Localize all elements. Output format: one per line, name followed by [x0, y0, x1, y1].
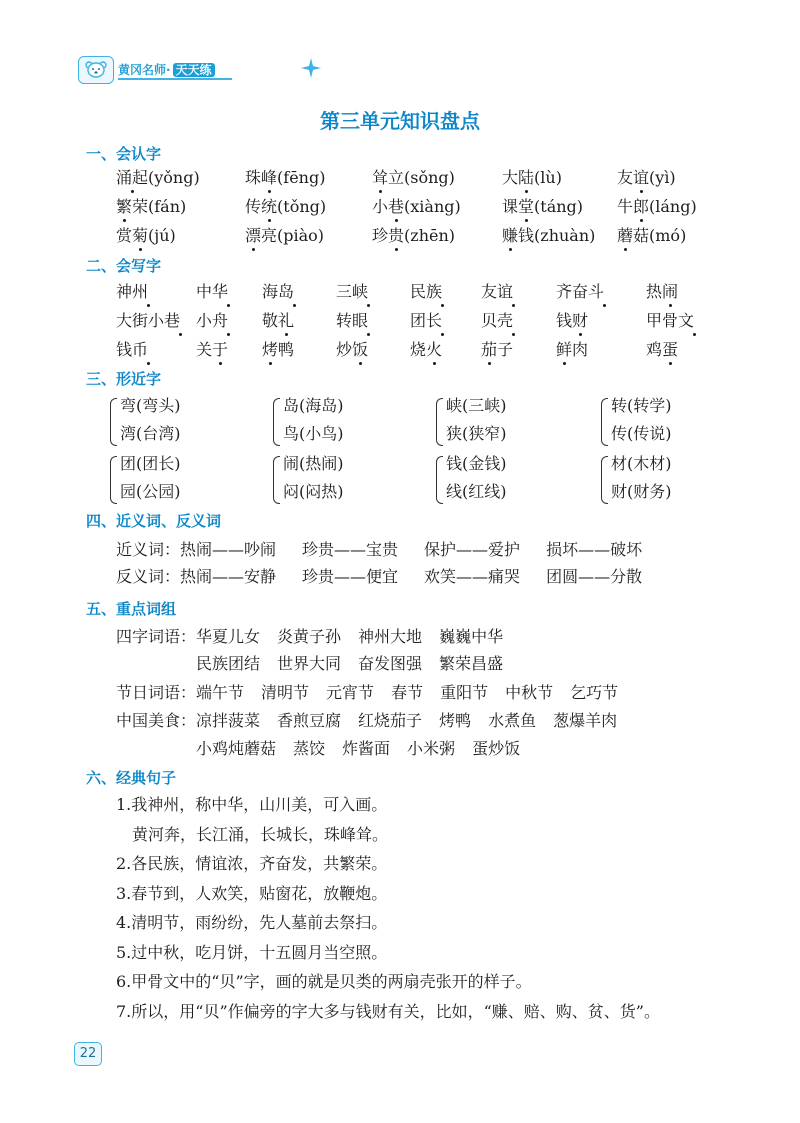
similar-char: 湾(台湾) — [120, 424, 181, 443]
recognize-word — [245, 168, 325, 188]
write-word — [556, 282, 604, 302]
word-text: 鸭 — [278, 340, 295, 359]
dotted-char: 统 — [261, 197, 278, 216]
antonym-pair: 欢笑——痛哭 — [424, 567, 521, 586]
similar-char: 材(木材) — [611, 454, 672, 473]
brand-subtitle: 天天练 — [173, 63, 215, 77]
recognize-word — [372, 168, 455, 188]
similar-char: 钱(金钱) — [446, 454, 507, 473]
phrase-item: 香煎豆腐 — [277, 711, 342, 730]
word-text: (tǒng) — [277, 197, 327, 216]
antonym-pair: 团圆——分散 — [546, 567, 643, 586]
page-title: 第三单元知识盘点 — [320, 109, 480, 133]
brace-bracket — [436, 398, 443, 446]
word-text: 钱币 — [116, 340, 149, 359]
similar-char: 园(公园) — [120, 482, 181, 501]
word-text: 烧 — [410, 340, 427, 359]
word-text: 小舟 — [196, 311, 229, 330]
dotted-char: 于 — [212, 340, 229, 359]
word-text: (zhēn) — [404, 226, 456, 245]
dotted-char: 郎 — [633, 197, 650, 216]
word-text: 关 — [196, 340, 213, 359]
dotted-char: 巷 — [388, 197, 405, 216]
write-word — [556, 311, 588, 331]
sentence-line: 4.清明节，雨纷纷，先人墓前去祭扫。 — [116, 913, 388, 932]
dotted-char: 谊 — [633, 168, 650, 187]
word-text: (fēng) — [277, 168, 326, 187]
page-number: 22 — [74, 1042, 102, 1066]
write-word — [196, 340, 228, 360]
phrase-item: 蒸饺 — [293, 739, 326, 758]
word-text: 牛 — [617, 197, 634, 216]
word-text: (táng) — [534, 197, 584, 216]
word-text: 海岛 — [262, 282, 295, 301]
word-text: 中华 — [196, 282, 229, 301]
word-text: 友谊 — [481, 282, 514, 301]
dotted-char: 财 — [572, 311, 589, 330]
phrase-item: 中秋节 — [505, 683, 554, 702]
similar-char: 团(团长) — [120, 454, 181, 473]
phrase-item: 巍巍中华 — [439, 627, 504, 646]
word-text: 珠 — [245, 168, 262, 187]
word-text: 齐奋斗 — [556, 282, 605, 301]
dotted-char: 饭 — [352, 340, 369, 359]
similar-char: 线(红线) — [446, 482, 507, 501]
phrase-item: 葱爆羊肉 — [553, 711, 618, 730]
similar-char: 鸟(小鸟) — [283, 424, 344, 443]
word-text: 鸡 — [646, 340, 663, 359]
dotted-char: 堂 — [518, 197, 535, 216]
antonym-row — [116, 566, 642, 588]
sentence-line: 2.各民族，情谊浓，齐奋发，共繁荣。 — [116, 854, 388, 873]
phrase-item: 神州大地 — [358, 627, 423, 646]
word-text: 荣(fán) — [132, 197, 187, 216]
phrase-item: 奋发图强 — [358, 654, 423, 673]
synonym-pair: 保护——爱护 — [424, 540, 521, 559]
section-heading-recognize: 一、会认字 — [86, 145, 162, 163]
word-text: 珍 — [372, 226, 389, 245]
write-word — [116, 340, 148, 360]
phrase-item: 水煮鱼 — [488, 711, 537, 730]
antonym-pair: 珍贵——便宜 — [302, 567, 399, 586]
word-text: 贝壳 — [481, 311, 514, 330]
dotted-char: 茄 — [481, 340, 498, 359]
sentence-line: 3.春节到，人欢笑，贴窗花，放鞭炮。 — [116, 883, 388, 903]
write-word — [116, 311, 180, 331]
phrase-label: 四字词语： — [116, 627, 197, 646]
phrase-row-four-2 — [196, 653, 503, 675]
word-text: (jú) — [148, 226, 176, 245]
phrase-item: 凉拌菠菜 — [196, 711, 261, 730]
phrase-label: 中国美食： — [116, 711, 197, 730]
write-word — [196, 282, 228, 302]
write-word — [646, 340, 678, 360]
recognize-word — [116, 197, 186, 217]
recognize-word — [502, 226, 595, 246]
write-word — [646, 282, 678, 302]
similar-char: 闷(闷热) — [283, 482, 344, 501]
write-word — [410, 282, 442, 302]
write-word — [196, 311, 228, 331]
recognize-word — [372, 226, 455, 246]
phrase-item: 春节 — [391, 683, 424, 702]
word-text: 亮(piào) — [261, 226, 325, 245]
word-text: 团长 — [410, 311, 443, 330]
section-heading-similar: 三、形近字 — [86, 370, 162, 388]
word-text: (lù) — [534, 168, 562, 187]
phrase-row-food-1 — [116, 710, 617, 732]
sentence-line: 6.甲骨文中的“贝”字，画的就是贝类的两扇壳张开的样子。 — [116, 972, 532, 991]
bear-icon — [78, 56, 114, 84]
phrase-item: 世界大同 — [277, 654, 342, 673]
synonym-pair: 热闹——吵闹 — [180, 540, 277, 559]
phrase-item: 华夏儿女 — [196, 627, 261, 646]
write-word — [410, 311, 442, 331]
word-text: 钱(zhuàn) — [518, 226, 596, 245]
word-text: 课 — [502, 197, 519, 216]
similar-char: 财(财务) — [611, 482, 672, 501]
word-text: (yì) — [649, 168, 676, 187]
phrase-item: 繁荣昌盛 — [439, 654, 504, 673]
write-word — [481, 311, 513, 331]
sentence-line: 黄河奔，长江涌，长城长，珠峰耸。 — [132, 824, 389, 844]
antonym-pair: 热闹——安静 — [180, 567, 277, 586]
recognize-word — [116, 226, 176, 246]
write-word — [336, 282, 368, 302]
word-text: 传 — [245, 197, 262, 216]
sentence-line: 5.过中秋，吃月饼，十五圆月当空照。 — [116, 942, 388, 962]
synonym-label: 近义词： — [116, 540, 181, 559]
section-heading-phrases: 五、重点词组 — [86, 600, 177, 618]
phrase-item: 清明节 — [261, 683, 310, 702]
brace-bracket — [273, 456, 280, 504]
recognize-word — [372, 197, 461, 217]
dotted-char: 火 — [426, 340, 443, 359]
dotted-char: 烤 — [262, 340, 279, 359]
word-text: 起(yǒng) — [132, 168, 200, 187]
brand-name: 黄冈名师 — [118, 63, 167, 77]
sparkle-icon — [300, 57, 322, 79]
word-text: 立(sǒng) — [388, 168, 455, 187]
dotted-char: 礼 — [278, 311, 295, 330]
synonym-row — [116, 539, 642, 561]
dotted-char: 闹 — [662, 282, 679, 301]
phrase-item: 元宵节 — [326, 683, 375, 702]
write-word — [116, 282, 148, 302]
write-word — [336, 311, 368, 331]
dotted-char: 峰 — [261, 168, 278, 187]
word-text: 钱 — [556, 311, 573, 330]
dotted-char: 漂 — [245, 226, 262, 245]
recognize-word — [245, 226, 324, 246]
recognize-word — [617, 226, 686, 246]
brace-bracket — [436, 456, 443, 504]
write-word — [646, 311, 694, 331]
word-text: 赏 — [116, 226, 133, 245]
section-heading-write: 二、会写字 — [86, 257, 162, 275]
phrase-row-festival — [116, 682, 618, 704]
dotted-char: 鲜 — [556, 340, 573, 359]
dotted-char: 陆 — [518, 168, 535, 187]
write-word — [262, 340, 294, 360]
similar-char: 狭(狭窄) — [446, 424, 507, 443]
phrase-item: 炸酱面 — [342, 739, 391, 758]
similar-char: 峡(三峡) — [446, 396, 507, 415]
synonym-pair: 损坏——破坏 — [546, 540, 643, 559]
word-text: 三峡 — [336, 282, 369, 301]
phrase-item: 端午节 — [196, 683, 245, 702]
brand-underline — [118, 78, 232, 80]
word-text: 甲骨文 — [646, 311, 695, 330]
section-heading-sentences: 六、经典句子 — [86, 769, 177, 787]
word-text: 炒 — [336, 340, 353, 359]
write-word — [481, 282, 513, 302]
dotted-char: 繁 — [116, 197, 133, 216]
brace-bracket — [273, 398, 280, 446]
dotted-char: 贵 — [388, 226, 405, 245]
word-text: 敬 — [262, 311, 279, 330]
word-text: (xiàng) — [404, 197, 461, 216]
similar-char: 弯(弯头) — [120, 396, 181, 415]
word-text: 大街小巷 — [116, 311, 181, 330]
dotted-char: 菊 — [132, 226, 149, 245]
write-word — [262, 282, 294, 302]
dotted-char: 蛋 — [662, 340, 679, 359]
write-word — [262, 311, 294, 331]
similar-char: 传(传说) — [611, 424, 672, 443]
write-word — [556, 340, 588, 360]
word-text: 菇(mó) — [633, 226, 687, 245]
word-text: 大 — [502, 168, 519, 187]
word-text: 转眼 — [336, 311, 369, 330]
word-text: 友 — [617, 168, 634, 187]
write-word — [336, 340, 368, 360]
word-text: 子 — [497, 340, 514, 359]
phrase-row-four-1 — [116, 626, 503, 648]
similar-char: 岛(海岛) — [283, 396, 344, 415]
brace-bracket — [110, 398, 117, 446]
brace-bracket — [601, 398, 608, 446]
phrase-row-food-2 — [196, 738, 520, 760]
write-word — [410, 340, 442, 360]
dotted-char: 耸 — [372, 168, 389, 187]
write-word — [481, 340, 513, 360]
sentence-line: 1.我神州，称中华，山川美，可入画。 — [116, 795, 388, 814]
recognize-word — [245, 197, 326, 217]
phrase-item: 小米粥 — [407, 739, 456, 758]
phrase-item: 炎黄子孙 — [277, 627, 342, 646]
phrase-item: 乞巧节 — [570, 683, 619, 702]
recognize-word — [502, 168, 562, 188]
word-text: 神州 — [116, 282, 149, 301]
synonym-pair: 珍贵——宝贵 — [302, 540, 399, 559]
phrase-item: 红烧茄子 — [358, 711, 423, 730]
word-text: 小 — [372, 197, 389, 216]
phrase-item: 蛋炒饭 — [472, 739, 521, 758]
phrase-label: 节日词语： — [116, 683, 197, 702]
recognize-word — [502, 197, 583, 217]
dotted-char: 赚 — [502, 226, 519, 245]
phrase-item: 烤鸭 — [439, 711, 472, 730]
brace-bracket — [601, 456, 608, 504]
brace-bracket — [110, 456, 117, 504]
brand-logo: 黄冈名师· 天天练 — [78, 54, 248, 86]
phrase-item: 重阳节 — [440, 683, 489, 702]
word-text: 肉 — [572, 340, 589, 359]
recognize-word — [116, 168, 200, 188]
recognize-word — [617, 168, 676, 188]
similar-char: 转(转学) — [611, 396, 672, 415]
section-heading-synonyms: 四、近义词、反义词 — [86, 512, 222, 530]
word-text: 热 — [646, 282, 663, 301]
sentence-line: 7.所以，用“贝”作偏旁的字大多与钱财有关，比如，“赚、赔、购、贫、货”。 — [116, 1001, 660, 1021]
word-text: (láng) — [649, 197, 697, 216]
dotted-char: 蘑 — [617, 226, 634, 245]
recognize-word — [617, 197, 697, 217]
antonym-label: 反义词： — [116, 567, 181, 586]
phrase-item: 小鸡炖蘑菇 — [196, 739, 277, 758]
word-text: 涌 — [116, 168, 133, 187]
phrase-item: 民族团结 — [196, 654, 261, 673]
similar-char: 闹(热闹) — [283, 454, 344, 473]
word-text: 民族 — [410, 282, 443, 301]
